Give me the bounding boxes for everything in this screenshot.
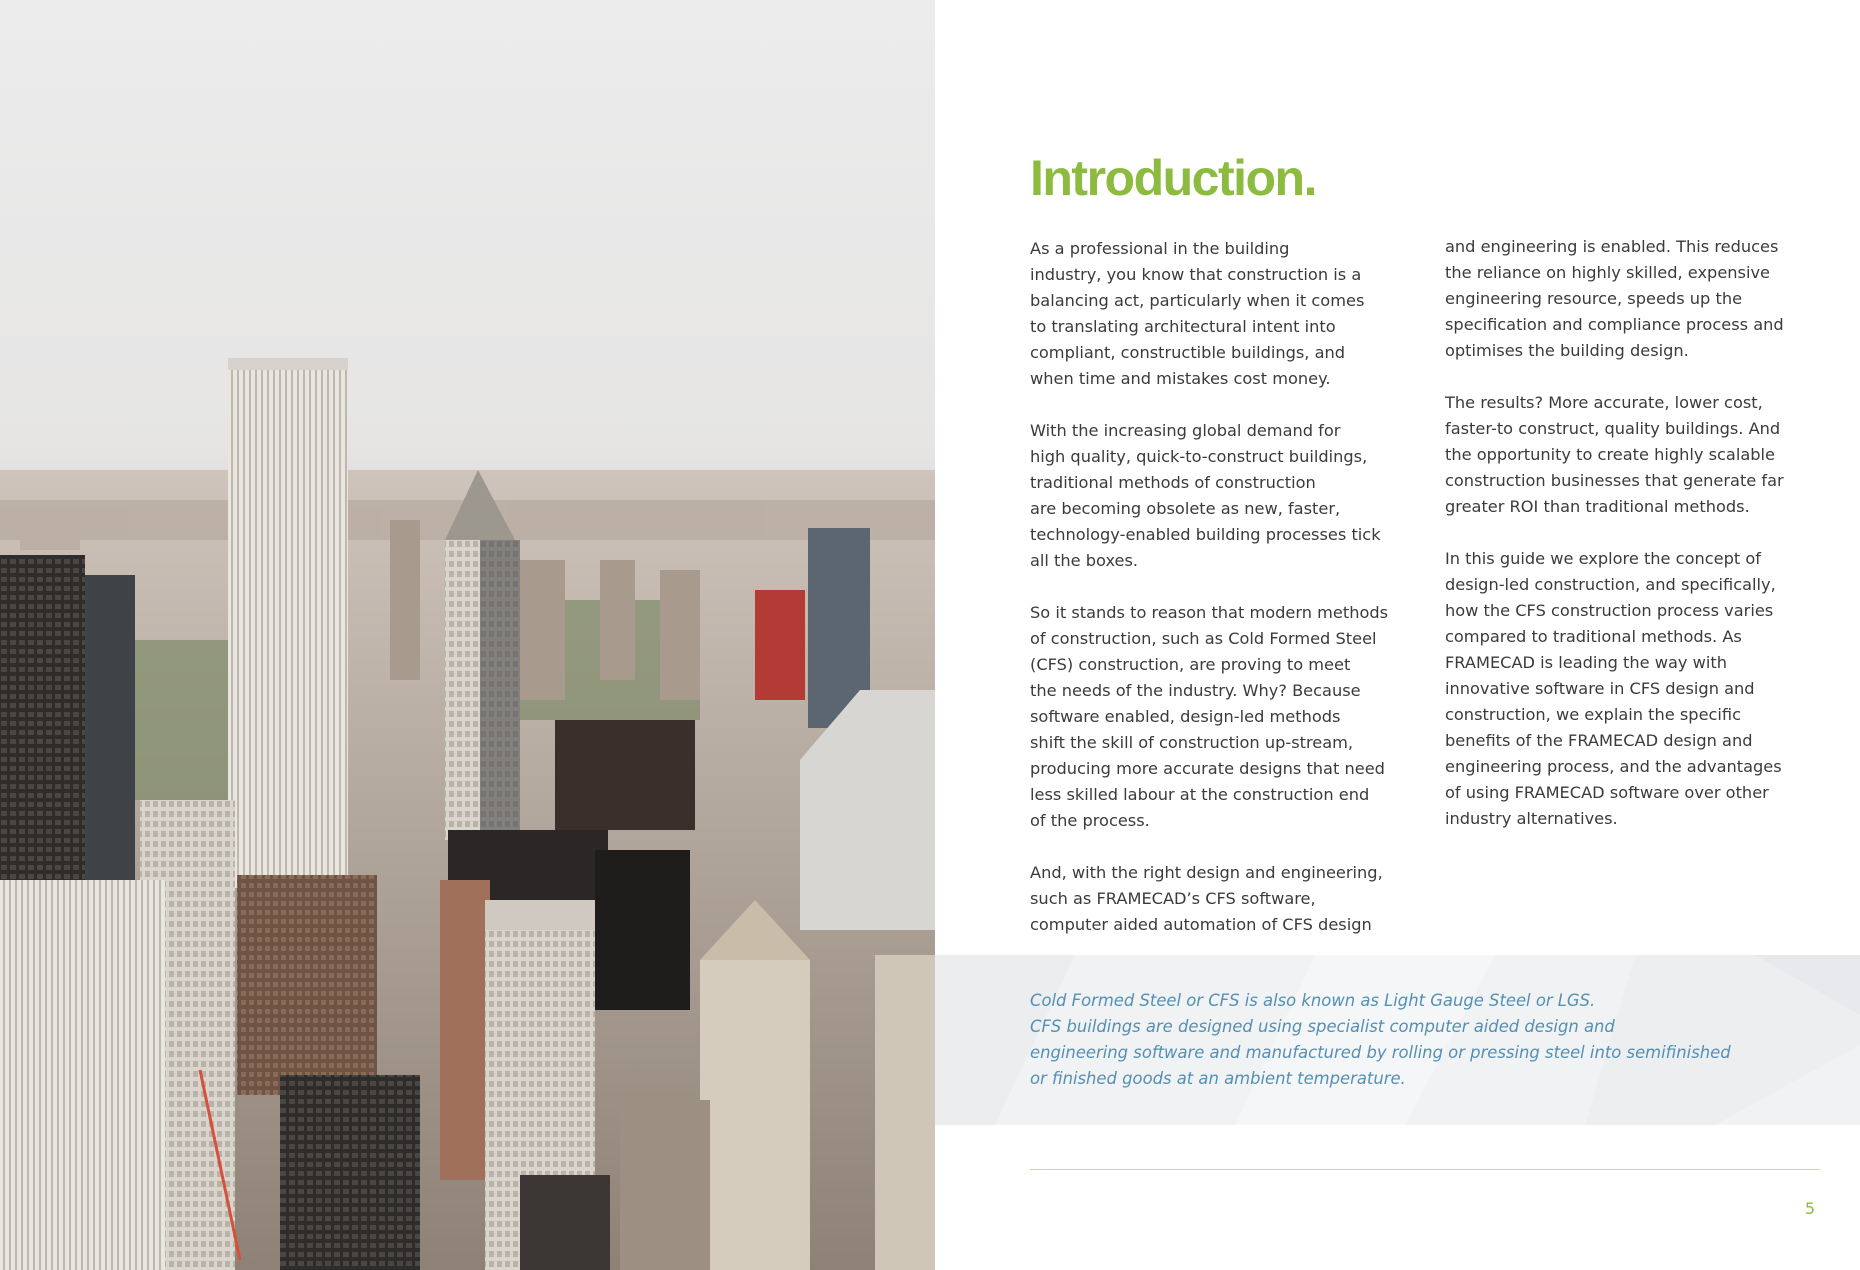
paragraph: And, with the right design and engineering, such as FRAMECAD’s CFS software, computer aided automation of CFS design xyxy=(1030,863,1383,934)
page-number: 5 xyxy=(1804,1199,1815,1218)
callout-note-band xyxy=(935,955,1860,1125)
paragraph: The results? More accurate, lower cost, faster-to construct, quality buildings. And the opportunity to create highly scalable construction businesses that generate far greater ROI than traditional methods. xyxy=(1445,393,1784,516)
footer-divider xyxy=(1030,1169,1820,1170)
paragraph: In this guide we explore the concept of design-led construction, and specifically, how the CFS construction process varies compared to traditional methods. As FRAMECAD is leading the way with innovative software in CFS design and construction, we explain the specific benefits of the FRAMECAD design and engineering process, and the advantages of using FRAMECAD software over other industry alternatives. xyxy=(1445,549,1782,828)
paragraph: So it stands to reason that modern methods of construction, such as Cold Formed Steel (CFS) construction, are proving to meet the needs of the industry. Why? Because software enabled, design-led methods shift the skill of construction up-stream, producing more accurate designs that need less skilled labour at the construction end of the process. xyxy=(1030,603,1389,830)
callout-note-text: Cold Formed Steel or CFS is also known as Light Gauge Steel or LGS. CFS buildings are designed using specialist computer aided design and engineering software and manufactured by rolling or pressing steel into semifinished or finished goods at an ambient temperature. xyxy=(1030,991,1731,1088)
text-column-left xyxy=(1030,236,1425,964)
paragraph: and engineering is enabled. This reduces the reliance on highly skilled, expensive engineering resource, speeds up the specification and compliance process and optimises the building design. xyxy=(1445,237,1784,360)
page-title: Introduction. xyxy=(1030,150,1316,206)
paragraph: As a professional in the building industry, you know that construction is a balancing act, particularly when it comes to translating architectural intent into compliant, constructible buildings, and when time and mistakes cost money. xyxy=(1030,239,1365,388)
text-column-right xyxy=(1445,234,1840,858)
paragraph: With the increasing global demand for high quality, quick-to-construct buildings, traditional methods of construction are becoming obsolete as new, faster, technology-enabled building processes tick all the boxes. xyxy=(1030,421,1381,570)
